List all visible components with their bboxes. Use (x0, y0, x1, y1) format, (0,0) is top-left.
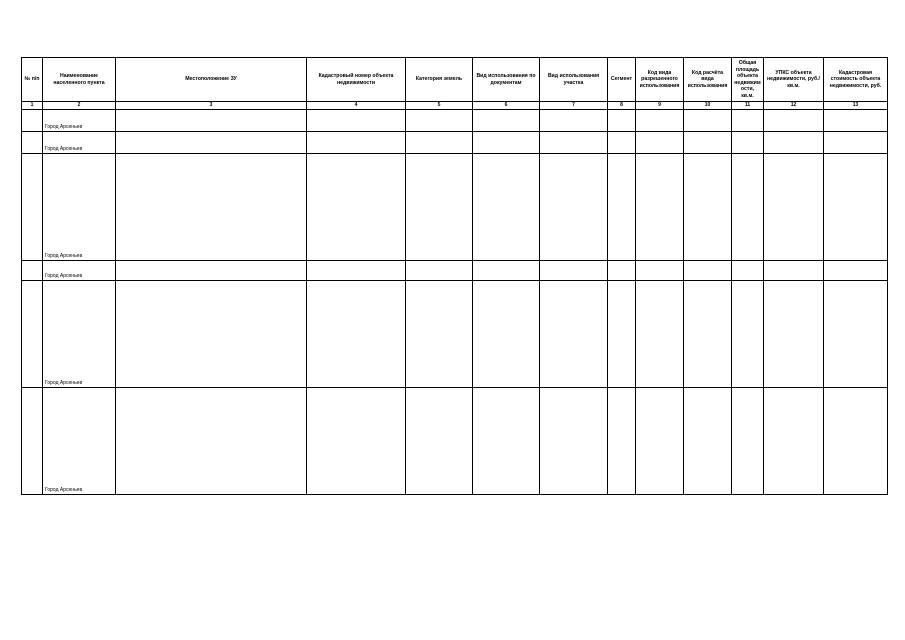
table-row (22, 388, 888, 495)
row-total-area (732, 154, 764, 261)
row-index (22, 388, 43, 495)
table-row (22, 281, 888, 388)
row-location (116, 261, 307, 281)
row-location (116, 110, 307, 132)
row-location (116, 154, 307, 261)
row-segment (608, 388, 636, 495)
row-index (22, 110, 43, 132)
row-calc-use-code (684, 281, 732, 388)
row-location (116, 388, 307, 495)
row-land-category (406, 281, 473, 388)
row-total-area (732, 110, 764, 132)
row-use-by-documents (473, 388, 540, 495)
header-total-area: Общая площадь объекта недвижимости, кв.м. (732, 58, 764, 102)
row-index (22, 281, 43, 388)
header-cadastral-value: Кадастровая стоимость объекта недвижимости, руб. (824, 58, 888, 102)
row-cadastral-number (307, 261, 406, 281)
header-segment: Сегмент (608, 58, 636, 102)
column-number: 12 (764, 102, 824, 110)
row-settlement: Город Арсеньев (43, 388, 116, 495)
row-location (116, 281, 307, 388)
row-settlement: Город Арсеньев (43, 110, 116, 132)
row-allowed-use-code (636, 281, 684, 388)
header-row (22, 58, 888, 102)
header-use-of-plot: Вид использования участка (540, 58, 608, 102)
row-use-by-documents (473, 281, 540, 388)
row-cadastral-number (307, 281, 406, 388)
row-use-by-documents (473, 110, 540, 132)
row-land-category (406, 132, 473, 154)
row-segment (608, 261, 636, 281)
row-cadastral-number (307, 388, 406, 495)
row-index (22, 132, 43, 154)
row-calc-use-code (684, 261, 732, 281)
row-cadastral-number (307, 132, 406, 154)
row-use-of-plot (540, 281, 608, 388)
row-calc-use-code (684, 132, 732, 154)
row-upks (764, 154, 824, 261)
header-calc-use-code: Код расчёта вида использования (684, 58, 732, 102)
table-row (22, 154, 888, 261)
row-cadastral-value (824, 281, 888, 388)
row-upks (764, 110, 824, 132)
row-cadastral-number (307, 154, 406, 261)
column-number: 7 (540, 102, 608, 110)
row-use-by-documents (473, 154, 540, 261)
row-total-area (732, 261, 764, 281)
column-number: 8 (608, 102, 636, 110)
row-cadastral-value (824, 110, 888, 132)
row-total-area (732, 132, 764, 154)
column-number: 13 (824, 102, 888, 110)
row-use-of-plot (540, 388, 608, 495)
row-land-category (406, 261, 473, 281)
row-upks (764, 261, 824, 281)
row-segment (608, 110, 636, 132)
header-upks: УПКС объекта недвижимости, руб./кв.м. (764, 58, 824, 102)
row-settlement: Город Арсеньев (43, 281, 116, 388)
row-use-of-plot (540, 154, 608, 261)
column-number: 10 (684, 102, 732, 110)
row-cadastral-value (824, 388, 888, 495)
column-number: 9 (636, 102, 684, 110)
table-row (22, 132, 888, 154)
column-number: 4 (307, 102, 406, 110)
row-use-by-documents (473, 261, 540, 281)
row-index (22, 261, 43, 281)
row-allowed-use-code (636, 388, 684, 495)
row-allowed-use-code (636, 110, 684, 132)
row-upks (764, 132, 824, 154)
header-location: Местоположение ЗУ (116, 58, 307, 102)
row-segment (608, 132, 636, 154)
row-land-category (406, 154, 473, 261)
table-row (22, 261, 888, 281)
column-number-row (22, 102, 888, 110)
row-use-of-plot (540, 261, 608, 281)
row-settlement: Город Арсеньев (43, 132, 116, 154)
header-allowed-use-code: Код вида разрешенного использования (636, 58, 684, 102)
row-settlement: Город Арсеньев (43, 261, 116, 281)
row-allowed-use-code (636, 261, 684, 281)
row-use-of-plot (540, 110, 608, 132)
header-index: № п/п (22, 58, 43, 102)
header-use-by-documents: Вид использования по документам (473, 58, 540, 102)
row-allowed-use-code (636, 132, 684, 154)
column-number: 1 (22, 102, 43, 110)
row-land-category (406, 388, 473, 495)
row-calc-use-code (684, 154, 732, 261)
row-use-of-plot (540, 132, 608, 154)
row-upks (764, 281, 824, 388)
row-segment (608, 281, 636, 388)
row-cadastral-value (824, 261, 888, 281)
row-cadastral-number (307, 110, 406, 132)
row-calc-use-code (684, 388, 732, 495)
table-row (22, 110, 888, 132)
column-number: 2 (43, 102, 116, 110)
header-land-category: Категория земель (406, 58, 473, 102)
row-allowed-use-code (636, 154, 684, 261)
row-cadastral-value (824, 132, 888, 154)
row-index (22, 154, 43, 261)
row-location (116, 132, 307, 154)
row-land-category (406, 110, 473, 132)
header-settlement: Наименование населенного пункта (43, 58, 116, 102)
row-total-area (732, 281, 764, 388)
row-calc-use-code (684, 110, 732, 132)
row-settlement: Город Арсеньев (43, 154, 116, 261)
column-number: 6 (473, 102, 540, 110)
row-cadastral-value (824, 154, 888, 261)
column-number: 11 (732, 102, 764, 110)
cadastral-table (21, 57, 888, 495)
column-number: 5 (406, 102, 473, 110)
row-use-by-documents (473, 132, 540, 154)
row-total-area (732, 388, 764, 495)
row-segment (608, 154, 636, 261)
header-cadastral-number: Кадастровый номер объекта недвижимости (307, 58, 406, 102)
cadastral-register-sheet (21, 57, 888, 495)
row-upks (764, 388, 824, 495)
column-number: 3 (116, 102, 307, 110)
